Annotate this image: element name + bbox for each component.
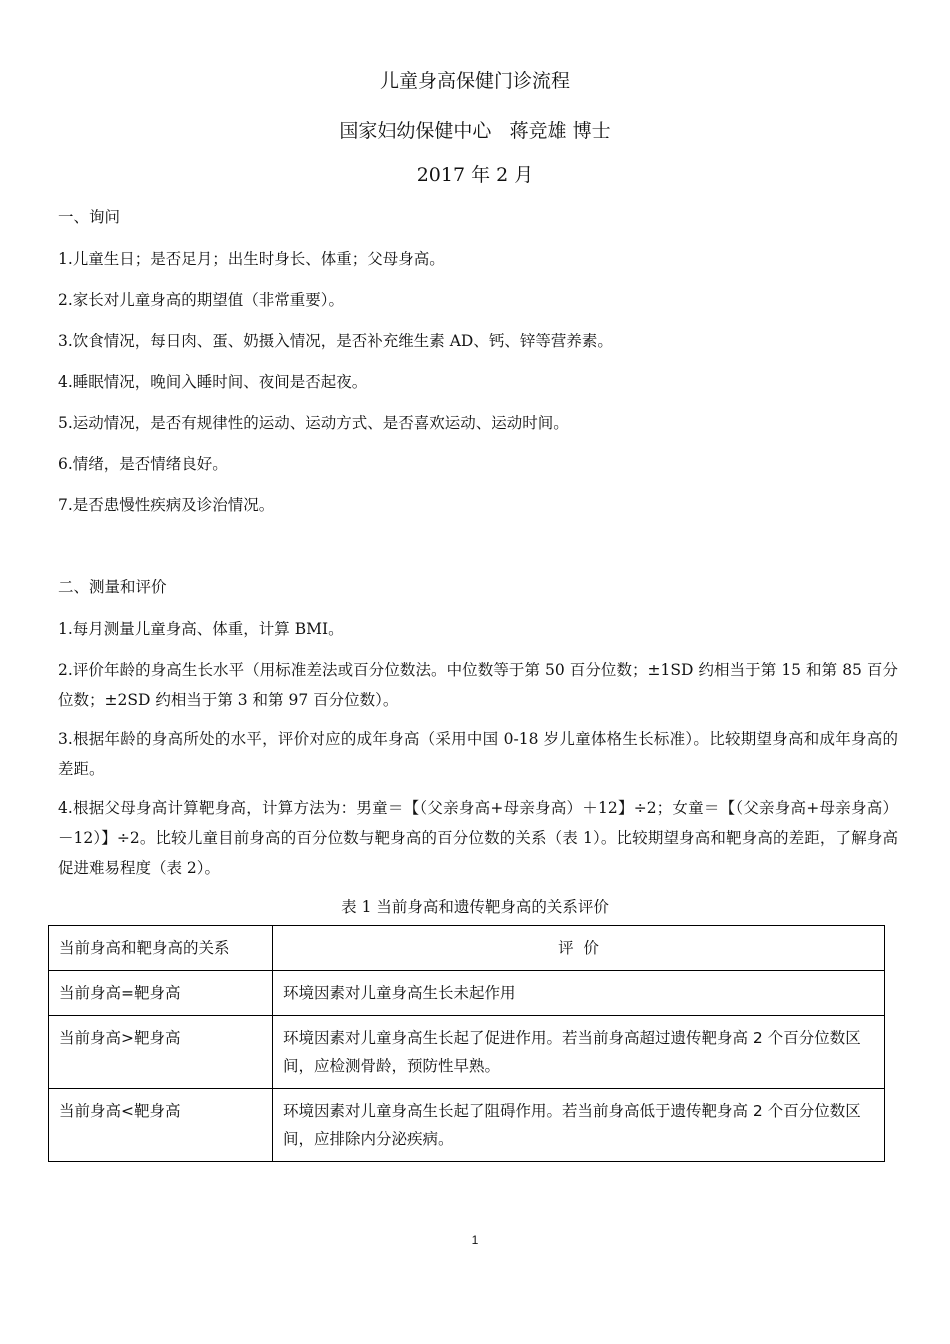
measurement-item: 3.根据年龄的身高所处的水平，评价对应的成年身高（采用中国 0-18 岁儿童体格生长标准）。比较期望身高和成年身高的差距。 (58, 730, 898, 778)
document-date: 2017 年 2 月 (416, 164, 534, 186)
document-author: 国家妇幼保健中心 蒋竞雄 博士 (339, 120, 611, 142)
inquiry-item: 5.运动情况，是否有规律性的运动、运动方式、是否喜欢运动、运动时间。 (58, 414, 569, 432)
table-cell: 当前身高=靶身高 (49, 971, 273, 1016)
measurement-item: 1.每月测量儿童身高、体重，计算 BMI。 (58, 620, 344, 638)
table-cell: 当前身高<靶身高 (49, 1089, 273, 1162)
table-cell: 环境因素对儿童身高生长起了促进作用。若当前身高超过遗传靶身高 2 个百分位数区间，应检测骨龄，预防性早熟。 (273, 1016, 885, 1089)
height-relation-table (48, 925, 885, 1162)
inquiry-item: 4.睡眠情况，晚间入睡时间、夜间是否起夜。 (58, 373, 368, 391)
section-heading-measurement: 二、测量和评价 (58, 578, 167, 596)
inquiry-item: 3.饮食情况，每日肉、蛋、奶摄入情况，是否补充维生素 AD、钙、锌等营养素。 (58, 332, 613, 350)
section-heading-inquiry: 一、询问 (58, 208, 121, 226)
inquiry-item: 1.儿童生日；是否足月；出生时身长、体重；父母身高。 (58, 250, 445, 268)
table-row (49, 1089, 885, 1162)
table-cell: 当前身高>靶身高 (49, 1016, 273, 1089)
table-cell: 环境因素对儿童身高生长起了阻碍作用。若当前身高低于遗传靶身高 2 个百分位数区间，应排除内分泌疾病。 (273, 1089, 885, 1162)
measurement-item: 2.评价年龄的身高生长水平（用标准差法或百分位数法。中位数等于第 50 百分位数；±1SD 约相当于第 15 和第 85 百分位数；±2SD 约相当于第 3 和第 97 百分位数）。 (58, 661, 898, 709)
table-caption: 表 1 当前身高和遗传靶身高的关系评价 (341, 898, 609, 916)
measurement-item: 4.根据父母身高计算靶身高，计算方法为：男童＝【（父亲身高+母亲身高）＋12】÷2；女童＝【（父亲身高+母亲身高）－12）】÷2。比较儿童目前身高的百分位数与靶身高的百分位数的关系（表 1）。比较期望身高和靶身高的差距，了解身高促进难易程度（表 2）。 (58, 799, 898, 877)
inquiry-item: 2.家长对儿童身高的期望值（非常重要）。 (58, 291, 345, 309)
table-row (49, 1016, 885, 1089)
table-row (49, 971, 885, 1016)
table-header-cell: 评 价 (273, 926, 885, 971)
table-cell: 环境因素对儿童身高生长未起作用 (273, 971, 885, 1016)
table-header-row (49, 926, 885, 971)
inquiry-item: 7.是否患慢性疾病及诊治情况。 (58, 496, 275, 514)
inquiry-item: 6.情绪，是否情绪良好。 (58, 455, 228, 473)
page-number: 1 (471, 1233, 479, 1247)
table-header-cell: 当前身高和靶身高的关系 (49, 926, 273, 971)
document-title: 儿童身高保健门诊流程 (379, 70, 570, 92)
